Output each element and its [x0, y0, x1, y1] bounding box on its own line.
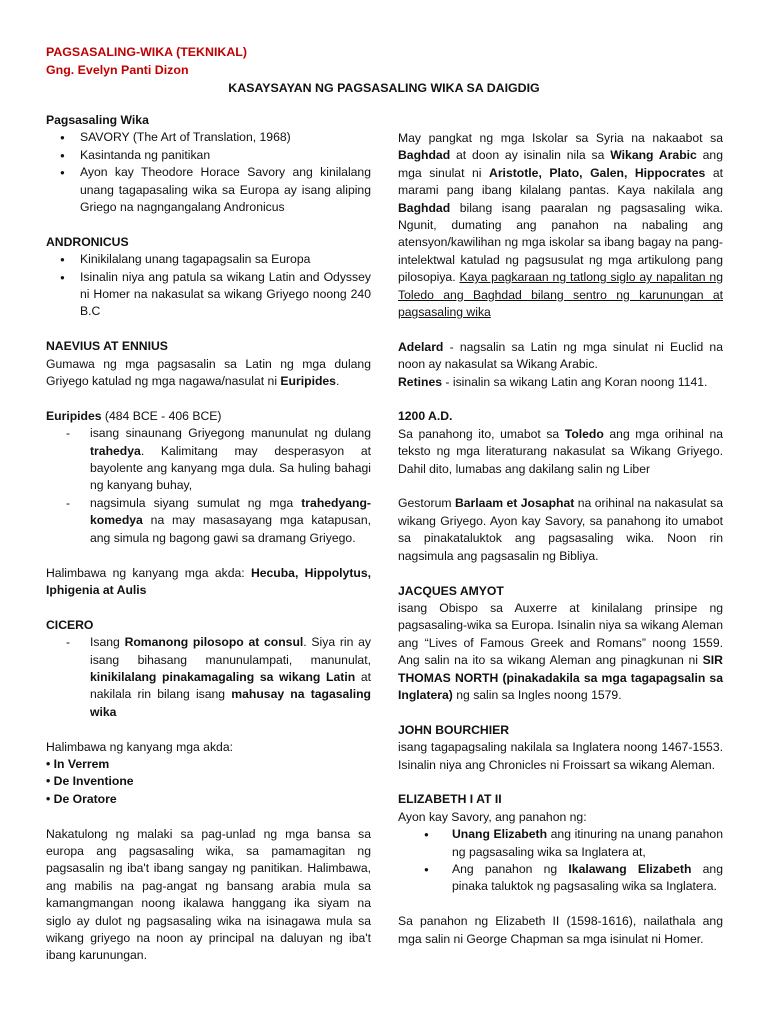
paragraph: isang tagapagsaling nakilala sa Inglatera noong 1467-1553. Isinalin niya ang Chronicles ni Froissart sa wikang Aleman.: [398, 740, 723, 772]
section-heading: CICERO: [46, 617, 94, 632]
list-item: - nagsimula siyang sumulat ng mga trahedyang-komedya na may masasayang mga katapusan, ang simula ng bagong gawi sa dramang Griyego.: [46, 495, 371, 547]
paragraph: Halimbawa ng kanyang mga akda: Hecuba, Hippolytus, Iphigenia at Aulis: [46, 565, 371, 597]
paragraph: Sa panahong ito, umabot sa Toledo ang mga orihinal na teksto ng mga literaturang nakasulat sa Wikang Griyego. Dahil dito, lumabas ang dakilang salin ng Liber: [398, 426, 724, 476]
bullet-list: [46, 129, 371, 216]
section-heading: JACQUES AMYOT: [398, 583, 504, 598]
section-heading: JOHN BOURCHIER: [398, 722, 510, 737]
work-item: • De Oratore: [46, 791, 117, 806]
author-name: Gng. Evelyn Panti Dizon: [46, 63, 189, 77]
paragraph: May pangkat ng mga Iskolar sa Syria na nakaabot sa Baghdad at doon ay isinalin nila sa Wikang Arabic ang mga sinulat ni Aristotle, Plato, Galen, Hippocrates at marami pang ibang kilalang pantas. Kaya nakilala ang Baghdad bilang isang paaralan ng pagsasaling wika. Ngunit, dumating ang panahon na nabaling ang atensyon/kawilihan ng mga iskolar sa ibang bagay na pang-intelektwal katulad ng pagsusulat ng mga artikulong pang pilosopiya. Kaya pagkaraan ng tatlong siglo ay napalitan ng Toledo ang Baghdad bilang sentro ng karunungan at pagsasaling wika: [398, 131, 723, 320]
paragraph: Sa panahon ng Elizabeth II (1598-1616), nailathala ang mga salin ni George Chapman sa mga isinulat ni Homer.: [398, 914, 723, 946]
right-column: [398, 130, 723, 948]
list-item: - isang sinaunang Griyegong manunulat ng dulang trahedya. Kalimitang may desperasyon at bayolente ang kanyang mga dula. Sa huling bahagi ng kanyang buhay,: [46, 425, 371, 495]
bullet-list: [46, 251, 371, 321]
paragraph: isang Obispo sa Auxerre at kinilalang prinsipe ng pagsasaling-wika sa Europa. Isinalin niya sa wikang Aleman ang “Lives of Famous Greek and Romans” noong 1559. Ang salin na ito sa wikang Aleman ang pinagkunan ni SIR THOMAS NORTH (pinakadakila sa mga tagapagsalin sa Inglatera) ng salin sa Ingles noong 1579.: [398, 600, 723, 702]
paragraph: Halimbawa ng kanyang mga akda:: [46, 739, 233, 754]
list-item: ● Ang panahon ng Ikalawang Elizabeth ang pinaka taluktok ng pagsasaling wika sa Inglatera.: [398, 861, 723, 896]
section-heading: Pagsasaling Wika: [46, 113, 149, 127]
list-item: ● SAVORY (The Art of Translation, 1968): [46, 129, 371, 146]
bullet-list: [398, 826, 723, 896]
left-column: [46, 112, 371, 965]
list-item: ● Isinalin niya ang patula sa wikang Latin and Odyssey ni Homer na nakasulat sa wikang Griyego noong 240 B.C: [46, 269, 371, 321]
page-title: KASAYSAYAN NG PAGSASALING WIKA SA DAIGDIG: [228, 81, 540, 95]
section-heading: ANDRONICUS: [46, 234, 129, 249]
dash-list: [46, 425, 371, 547]
paragraph: Gumawa ng mga pagsasalin sa Latin ng mga dulang Griyego katulad ng mga nagawa/nasulat ni Euripides.: [46, 356, 371, 389]
paragraph: Nakatulong ng malaki sa pag-unlad ng mga bansa sa europa ang pagsasaling wika, sa pamamagitan ng pagsasalin ng iba't ibang sangay ng panitikan. Halimbawa, ang mabilis na pag-angat ng bansang arabia mula sa kamangmangan noong ikalawa hanggang ika siyam na siglo ay dulot ng pagsasaling wika na isinagawa mula sa wikang griyego na noon ay principal na daluyan ng iba't ibang karunungan.: [46, 826, 371, 963]
paragraph: Adelard - nagsalin sa Latin ng mga sinulat ni Euclid na noon ay nakasulat sa Wikang Arabic.: [398, 339, 723, 372]
list-item: ● Unang Elizabeth ang itinuring na unang panahon ng pagsasaling wika sa Inglatera at,: [398, 826, 723, 861]
section-heading: NAEVIUS AT ENNIUS: [46, 339, 168, 354]
list-item: ● Kinikilalang unang tagapagsalin sa Europa: [46, 251, 371, 268]
work-item: • In Verrem: [46, 756, 110, 771]
list-item: ● Ayon kay Theodore Horace Savory ang kinilalang unang tagapasaling wika sa Europa ay isang aliping Griego na nagngangalang Andronicus: [46, 164, 371, 216]
course-title: PAGSASALING-WIKA (TEKNIKAL): [46, 45, 247, 59]
section-heading: 1200 A.D.: [398, 409, 453, 424]
paragraph: Gestorum Barlaam et Josaphat na orihinal na nakasulat sa wikang Griyego. Ayon kay Savory, sa panahong ito umabot sa pinakataluktok ang pagsasaling wika. Noon rin nagsimula ang pagsasalin ng Bibliya.: [398, 496, 723, 563]
dash-list: [46, 634, 371, 721]
list-item: - Isang Romanong pilosopo at consul. Siya rin ay isang bihasang manunulampati, manunulat, kinikilalang pinakamagaling sa wikang Latin at nakilala rin bilang isang mahusay na tagasaling wika: [46, 634, 371, 721]
paragraph: Retines - isinalin sa wikang Latin ang Koran noong 1141.: [398, 374, 708, 389]
list-item: ● Kasintanda ng panitikan: [46, 147, 371, 164]
section-heading: ELIZABETH I AT II: [398, 792, 502, 807]
section-heading: Euripides (484 BCE - 406 BCE): [46, 408, 222, 423]
paragraph: Ayon kay Savory, ang panahon ng:: [398, 809, 587, 824]
work-item: • De Inventione: [46, 774, 134, 789]
